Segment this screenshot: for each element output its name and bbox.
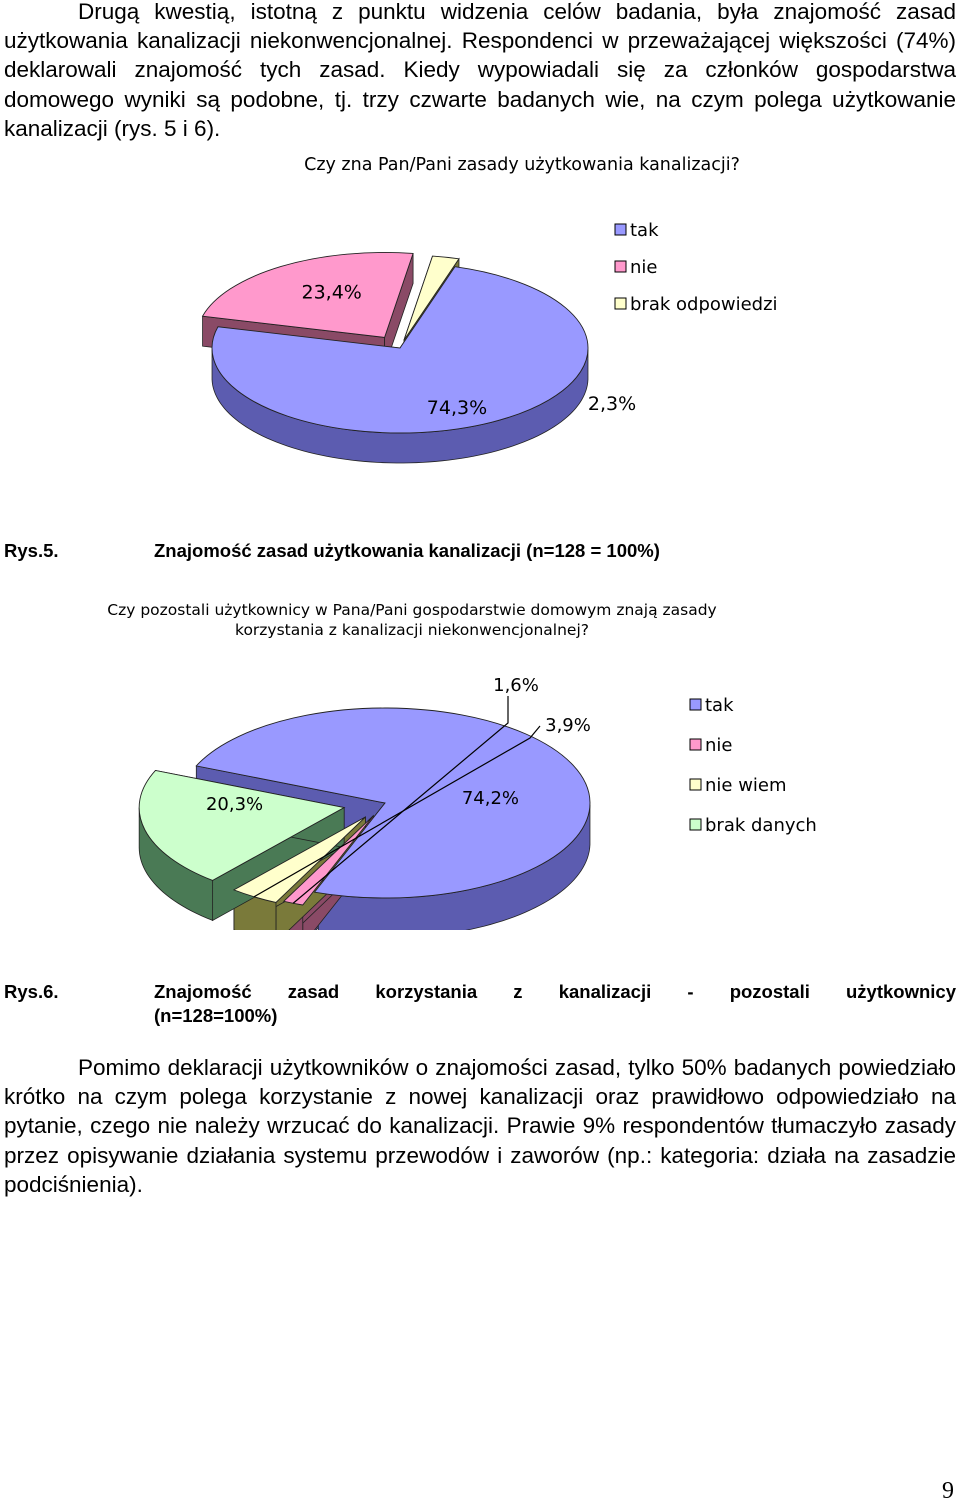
- pie-chart-other-users: [0, 590, 960, 930]
- legend-swatch-tak: [615, 224, 626, 235]
- figure6-caption-text: Znajomość zasad korzystania z kanalizacji - pozostali użytkownicy: [154, 981, 956, 1002]
- legend-label-brak-danych: brak danych: [705, 815, 817, 836]
- legend-label-tak: tak: [630, 220, 659, 241]
- legend-label-brak-odpowiedzi: brak odpowiedzi: [630, 294, 778, 315]
- page-number: 9: [942, 1478, 954, 1504]
- data-label-nie: 23,4%: [301, 281, 362, 304]
- chart-title-line1: Czy pozostali użytkownicy w Pana/Pani gospodarstwie domowym znają zasady: [107, 601, 717, 619]
- figure5-caption-number: Rys.5.: [4, 540, 59, 561]
- legend-swatch-nie-wiem: [690, 779, 701, 790]
- legend-label-nie: nie: [630, 257, 658, 278]
- data-label-brak-danych: 20,3%: [205, 793, 264, 815]
- legend-label-nie: nie: [705, 735, 733, 756]
- legend-label-nie-wiem: nie wiem: [705, 775, 787, 796]
- data-label-brak-odpowiedzi: 2,3%: [587, 393, 637, 415]
- conclusion-paragraph-text: Pomimo deklaracji użytkowników o znajomości zasad, tylko 50% badanych powiedziało krótko na czym polega korzystanie z nowej kanalizacji oraz prawidłowo odpowiedziało na pytanie, czego nie należy wrzucać do kanalizacji. Prawie 9% respondentów tłumaczyło zasady przez opisywanie działania systemu przewodów i zaworów (np.: kategoria: działa na zasadzie podciśnienia).: [4, 1055, 956, 1197]
- data-label-tak: 74,3%: [426, 396, 488, 419]
- legend-swatch-brak-danych: [690, 819, 701, 830]
- legend-swatch-tak: [690, 699, 701, 710]
- data-label-tak: 74,2%: [461, 787, 520, 809]
- legend-swatch-nie: [615, 261, 626, 272]
- conclusion-paragraph: [4, 1053, 956, 1199]
- pie-chart-knowledge: [0, 148, 960, 478]
- legend-label-tak: tak: [705, 695, 734, 716]
- figure6-caption-text-2: (n=128=100%): [154, 1005, 278, 1026]
- intro-paragraph: [4, 0, 956, 143]
- figure6-caption-number: Rys.6.: [4, 981, 59, 1002]
- chart-title: Czy zna Pan/Pani zasady użytkowania kanalizacji?: [304, 155, 740, 175]
- legend-swatch-brak-odpowiedzi: [615, 298, 626, 309]
- figure6-caption: [0, 980, 960, 1032]
- figure5-caption: [0, 539, 960, 565]
- chart-title-line2: korzystania z kanalizacji niekonwencjonalnej?: [235, 621, 589, 639]
- legend-swatch-nie: [690, 739, 701, 750]
- figure5-caption-text: Znajomość zasad użytkowania kanalizacji (n=128 = 100%): [154, 540, 660, 561]
- intro-paragraph-text: Drugą kwestią, istotną z punktu widzenia celów badania, była znajomość zasad użytkowania kanalizacji niekonwencjonalnej. Respondenci w przeważającej większości (74%) deklarowali znajomość tych zasad. Kiedy wypowiadali się za członków gospodarstwa domowego wyniki są podobne, tj. trzy czwarte badanych wie, na czym polega użytkowanie kanalizacji (rys. 5 i 6).: [4, 0, 956, 141]
- data-label-nie: 1,6%: [493, 675, 539, 696]
- data-label-nie-wiem: 3,9%: [545, 715, 591, 736]
